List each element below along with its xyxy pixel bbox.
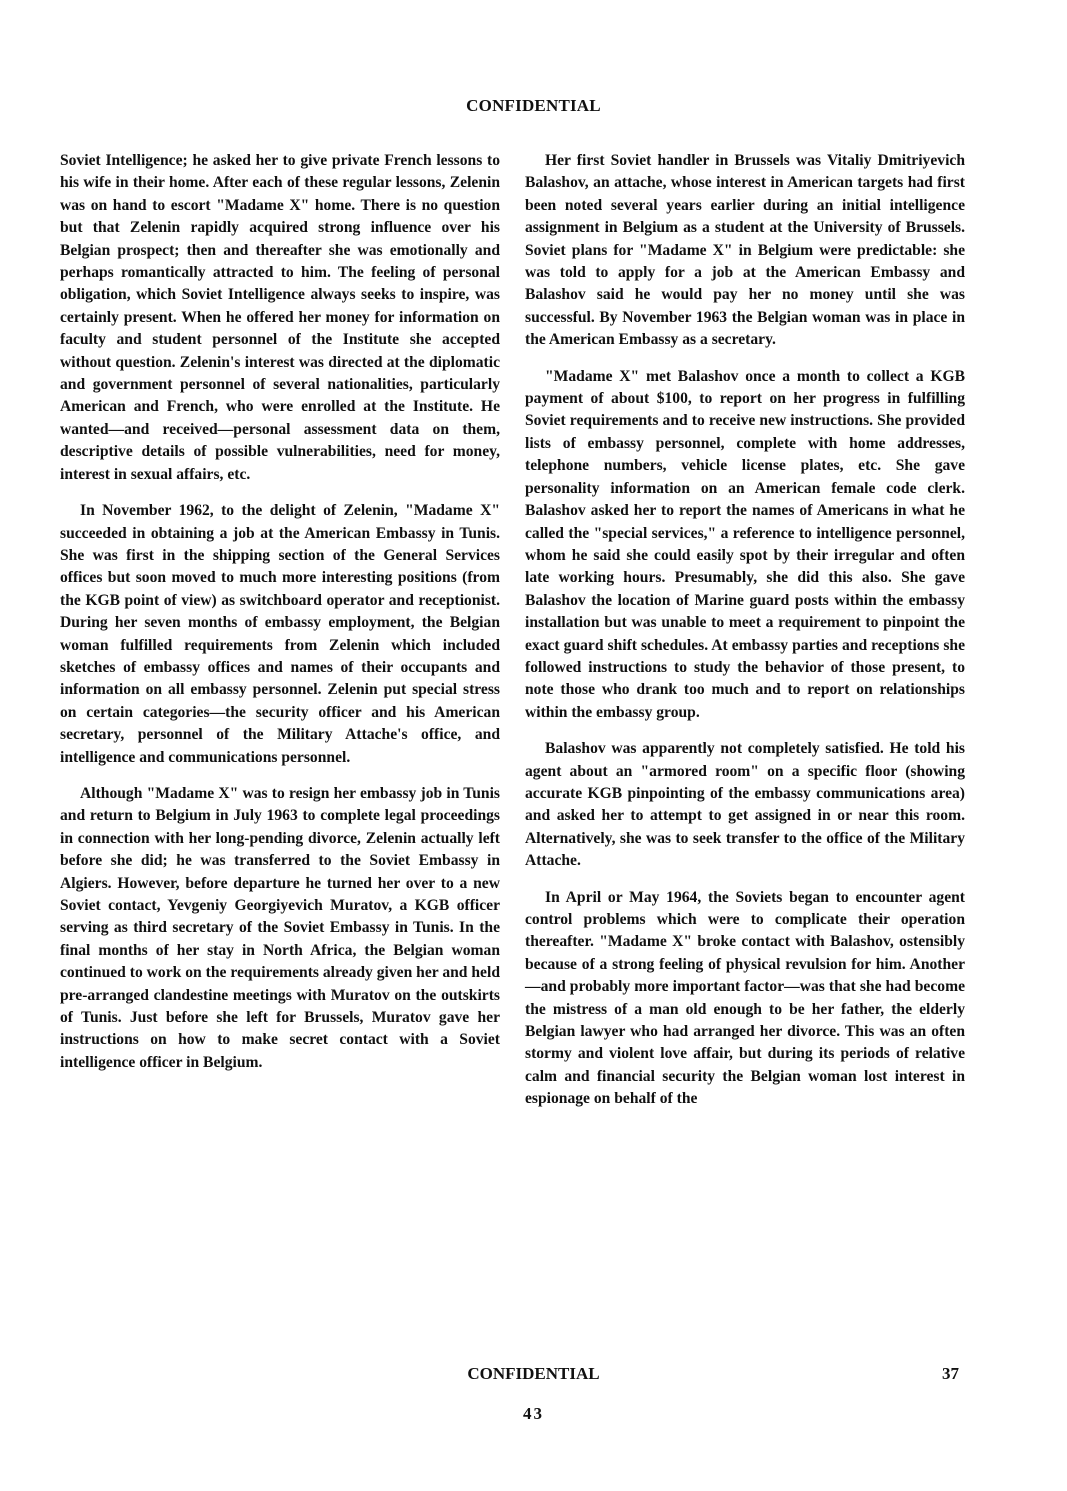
- left-column: [60, 150, 500, 1088]
- left-paragraph-2: In November 1962, to the delight of Zelenin, "Madame X" succeeded in obtaining a job at the American Embassy in Tunis. She was first in the shipping section of the General Services offices but soon moved to much more interesting positions (from the KGB point of view) as switchboard operator and receptionist. During her seven months of embassy employment, the Belgian woman fulfilled requirements from Zelenin which included sketches of embassy offices and names of their occupants and information on all embassy personnel. Zelenin put special stress on certain categories—the security officer and his American secretary, personnel of the Military Attache's office, and intelligence and communications personnel.: [60, 502, 500, 766]
- right-paragraph-4: In April or May 1964, the Soviets began to encounter agent control problems which were to complicate their operation thereafter. "Madame X" broke contact with Balashov, ostensibly because of a strong feeling of physical revulsion for him. Another—and probably more important factor—was that she had become the mistress of a man old enough to be her father, the elderly Belgian lawyer who had arranged her divorce. This was an often stormy and violent love affair, but during its periods of relative calm and financial security the Belgian woman lost interest in espionage on behalf of the: [525, 888, 965, 1108]
- right-paragraph-3: Balashov was apparently not completely satisfied. He told his agent about an "armored room" on a specific floor (showing accurate KGB pinpointing of the embassy communications area) and asked her to attempt to get assigned in or near this room. Alternatively, she was to seek transfer to the office of the Military Attache.: [525, 740, 965, 870]
- header-classification: CONFIDENTIAL: [466, 96, 601, 115]
- right-paragraph-1: Her first Soviet handler in Brussels was Vitaliy Dmitriyevich Balashov, an attache, whose interest in American targets had first been noted several years earlier during an initial intelligence assignment in Belgium as a student at the University of Brussels. Soviet plans for "Madame X" in Belgium were predictable: she was told to apply for a job at the American Embassy and Balashov said he would pay her no money until she was successful. By November 1963 the Belgian woman was in place in the American Embassy as a secretary.: [525, 152, 965, 349]
- footer-classification: CONFIDENTIAL: [467, 1364, 600, 1383]
- left-paragraph-1: Soviet Intelligence; he asked her to give private French lessons to his wife in their home. After each of these regular lessons, Zelenin was on hand to escort "Madame X" home. There is no question but that Zelenin rapidly acquired strong influence over his Belgian prospect; then and thereafter she was emotionally and perhaps romantically attracted to him. The feeling of personal obligation, which Soviet Intelligence always seeks to inspire, was certainly present. When he offered her money for information on faculty and student personnel of the Institute she accepted without question. Zelenin's interest was directed at the diplomatic and government personnel of several nationalities, particularly American and French, who were enrolled at the Institute. He wanted—and received—personal assessment data on them, descriptive details of possible vulnerabilities, need for money, interest in sexual affairs, etc.: [60, 152, 500, 483]
- sheet-number: 43: [523, 1404, 544, 1423]
- right-paragraph-2: "Madame X" met Balashov once a month to collect a KGB payment of about $100, to report on her progress in fulfilling Soviet requirements and to receive new instructions. She provided lists of embassy personnel, complete with home addresses, telephone numbers, vehicle license plates, etc. She gave personality information on an American female code clerk. Balashov asked her to report the names of Americans in what he called the "special services," a reference to intelligence personnel, whom he said she could easily spot by their irregular and often late working hours. Presumably, she did this also. She gave Balashov the location of Marine guard posts within the embassy installation but was unable to meet a requirement to pinpoint the exact guard shift schedules. At embassy parties and receptions she followed instructions to study the behavior of those present, to note those who drank too much and to report on relationships within the embassy group.: [525, 367, 965, 721]
- right-column: [525, 150, 965, 1125]
- page-number: 37: [942, 1364, 959, 1383]
- left-paragraph-3: Although "Madame X" was to resign her embassy job in Tunis and return to Belgium in July 1963 to complete legal proceedings in connection with her long-pending divorce, Zelenin actually left before she did; he was transferred to the Soviet Embassy in Algiers. However, before departure he turned her over to a new Soviet contact, Yevgeniy Georgiyevich Muratov, a KGB officer serving as third secretary of the Soviet Embassy in Tunis. In the final months of her stay in North Africa, the Belgian woman continued to work on the requirements already given her and held pre-arranged clandestine meetings with Muratov on the outskirts of Tunis. Just before she left for Brussels, Muratov gave her instructions on how to make secret contact with a Soviet intelligence officer in Belgium.: [60, 784, 500, 1071]
